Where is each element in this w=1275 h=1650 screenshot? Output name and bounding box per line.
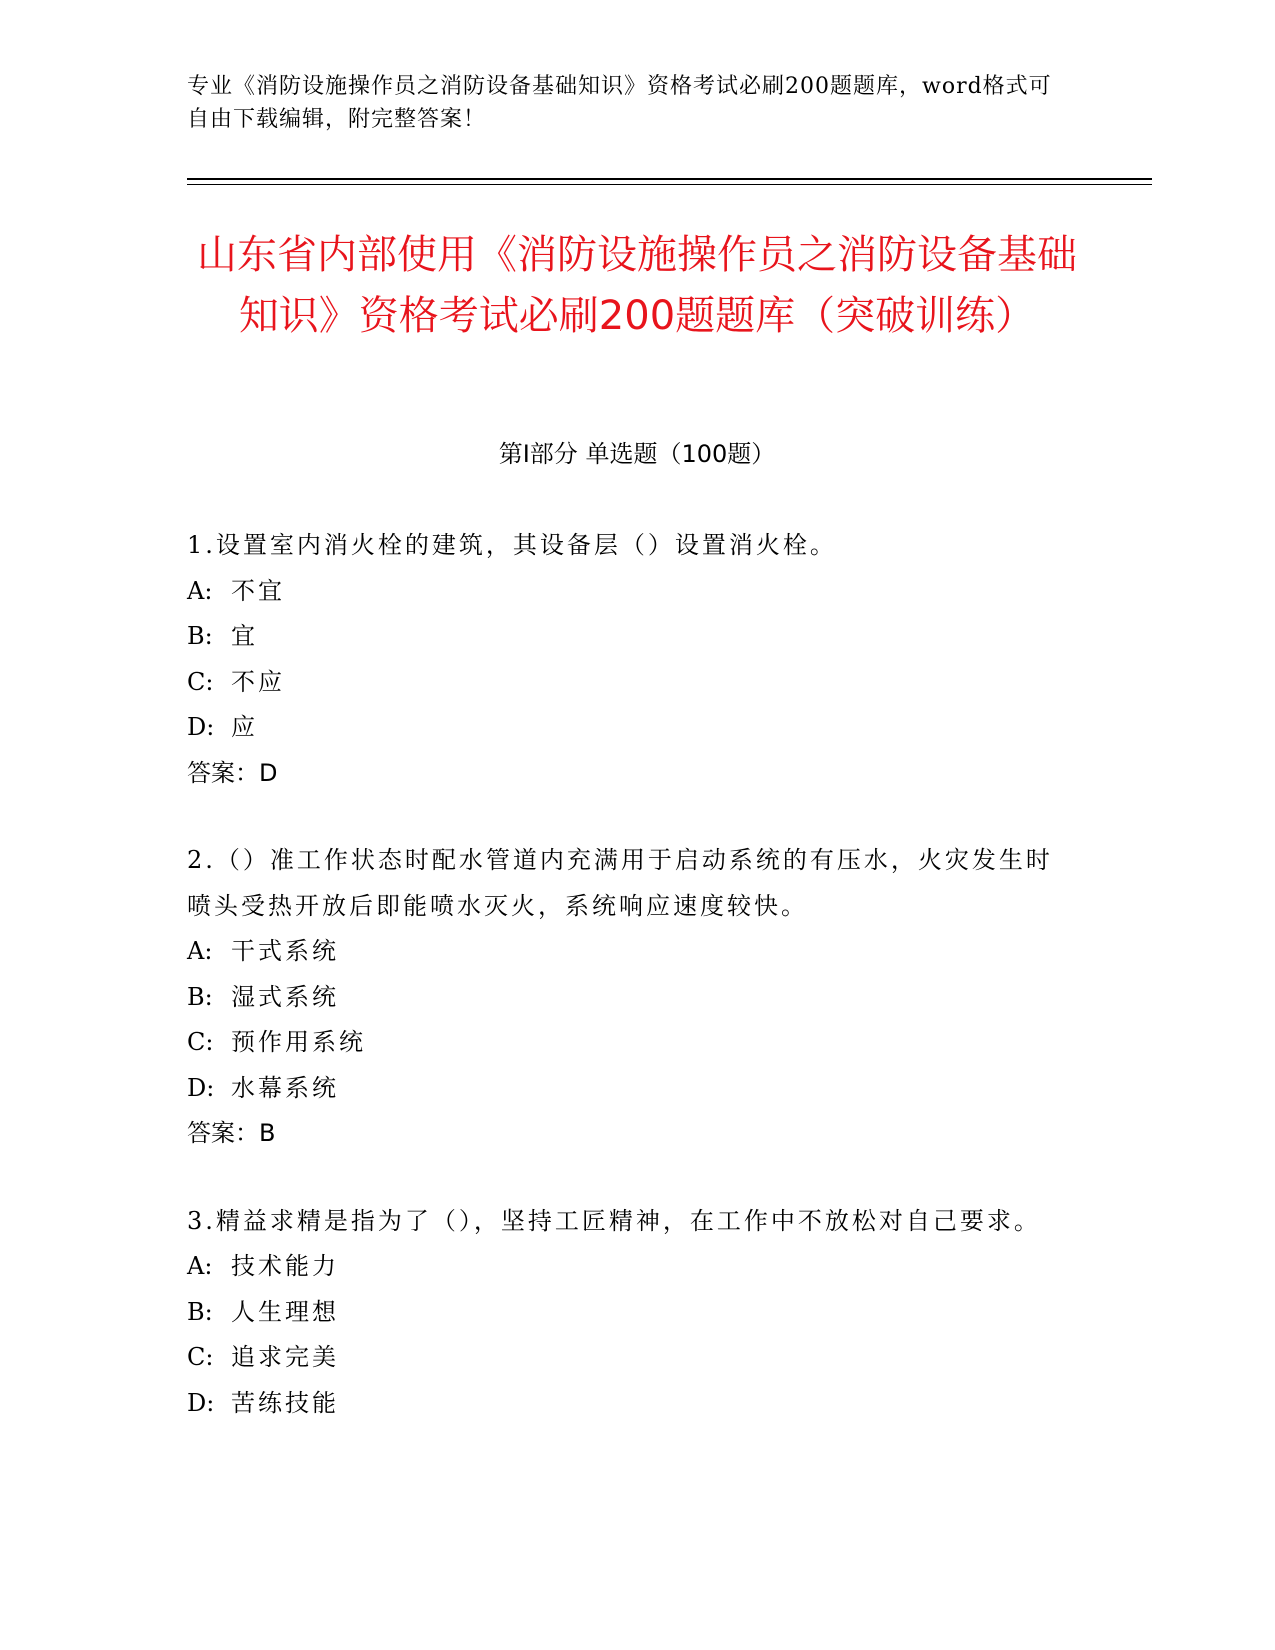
option-b [187,614,1067,660]
option-c [187,1020,1067,1066]
option-b [187,975,1067,1021]
option-c [187,660,1067,706]
answer: 答案：D [187,758,278,787]
option-text: 湿式系统 [231,982,339,1011]
option-text: 技术能力 [231,1252,339,1280]
option-key: A: [187,937,213,965]
section-title: 第Ⅰ部分 单选题（100题） [498,440,776,468]
option-key: A: [187,576,213,605]
answer: 答案：B [187,1119,276,1147]
option-text: 预作用系统 [231,1028,366,1056]
question-stem: 3.精益求精是指为了（），坚持工匠精神，在工作中不放松对自己要求。 [187,1206,1041,1235]
option-key: B: [187,622,213,650]
question-stem: 2.（）准工作状态时配水管道内充满用于启动系统的有压水，火灾发生时喷头受热开放后即能喷水灭火，系统响应速度较快。 [187,846,1053,920]
option-c [187,1335,1067,1381]
option-text: 宜 [231,622,258,650]
option-text: 水幕系统 [231,1073,339,1102]
option-key: A: [187,1252,213,1280]
option-d [187,1381,1067,1427]
question-list [187,523,1067,1468]
option-key: D: [187,1073,215,1102]
option-text: 苦练技能 [231,1388,339,1417]
question-stem: 1.设置室内消火栓的建筑，其设备层（）设置消火栓。 [187,531,837,559]
option-key: C: [187,1028,214,1056]
option-key: D: [187,1388,215,1417]
header-note: 专业《消防设施操作员之消防设备基础知识》资格考试必刷200题题库，word格式可自由下载编辑，附完整答案！ [187,74,1052,132]
option-text: 追求完美 [231,1343,339,1371]
header-rule-thick [187,178,1152,180]
question-2 [187,838,1067,1157]
option-text: 不宜 [231,576,285,605]
option-key: B: [187,1297,213,1326]
option-d [187,705,1067,751]
question-1 [187,523,1067,796]
question-3 [187,1199,1067,1427]
document-title: 山东省内部使用《消防设施操作员之消防设备基础知识》资格考试必刷200题题库（突破训练） [197,232,1077,339]
option-text: 人生理想 [231,1297,339,1326]
option-a [187,1244,1067,1290]
option-a [187,569,1067,615]
option-key: C: [187,667,214,696]
option-key: C: [187,1343,214,1371]
option-d [187,1066,1067,1112]
option-a [187,929,1067,975]
option-text: 干式系统 [231,937,339,965]
option-text: 应 [231,713,258,741]
header-rule-thin [187,184,1152,185]
option-b [187,1290,1067,1336]
option-key: B: [187,982,213,1011]
option-key: D: [187,713,215,741]
option-text: 不应 [231,667,285,696]
